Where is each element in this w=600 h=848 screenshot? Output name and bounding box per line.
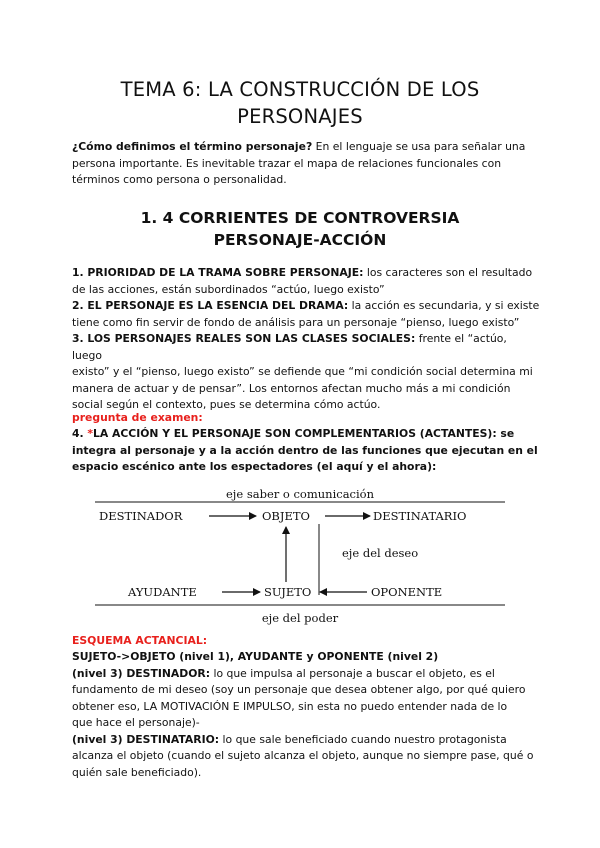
item-2: [72, 298, 540, 331]
exam-label: pregunta de examen:: [72, 411, 203, 424]
item-3-line-3: manera de actuar y de pensar”. Los entornos afectan mucho más a mi condición: [72, 381, 511, 395]
destinador-line-3: obtener eso, LA MOTIVACIÓN E IMPULSO, sin esta no puedo entender nada de lo: [72, 699, 508, 713]
destinatario-line-3: quién sale beneficiado).: [72, 765, 202, 779]
item-2-text: la acción es secundaria, y si existe: [348, 299, 540, 312]
sujeto-label: SUJETO: [264, 585, 312, 599]
schema-heading: ESQUEMA ACTANCIAL:: [72, 634, 208, 647]
item-3-line-4: social según el contexto, pues se determina cómo actúo.: [72, 398, 381, 411]
item-1-line-2: de las acciones, están subordinados “actúo, luego existo”: [72, 282, 385, 296]
schema-line-1: SUJETO->OBJETO (nivel 1), AYUDANTE y OPONENTE (nivel 2): [72, 650, 439, 663]
destinador-bold: (nivel 3) DESTINADOR:: [72, 666, 211, 680]
item-4-line-3: espacio escénico ante los espectadores (el aquí y el ahora):: [72, 460, 437, 473]
destinador-line-4: que hace el personaje)-: [72, 716, 200, 729]
destinatario-label: DESTINATARIO: [373, 509, 467, 523]
intro-line-3: términos como persona o personalidad.: [72, 173, 287, 186]
item-4-line-1: LA ACCIÓN Y EL PERSONAJE SON COMPLEMENTARIOS (ACTANTES): se: [93, 427, 515, 440]
oponente-label: OPONENTE: [371, 585, 443, 599]
schema-body: [72, 649, 540, 781]
item-3: [72, 331, 540, 414]
title-line-2: PERSONAJES: [237, 105, 363, 128]
item-4: [72, 426, 540, 476]
item-4-line-2: integra al personaje y a la acción dentro de las funciones que ejecutan en el: [72, 443, 538, 457]
desire-axis-label: eje del deseo: [342, 546, 419, 560]
intro-text: En el lenguaje se usa para señalar una: [312, 140, 526, 153]
title-line-1: TEMA 6: LA CONSTRUCCIÓN DE LOS: [120, 78, 480, 101]
page-title: [40, 76, 560, 130]
item-3-line-2: existo” y el “pienso, luego existo” se defiende que “mi condición social determina mi: [72, 365, 533, 378]
destinatario-text: lo que sale beneficiado cuando nuestro protagonista: [219, 732, 507, 746]
item-2-line-2: tiene como fin servir de fondo de análisis para un personaje “pienso, luego existo”: [72, 315, 520, 329]
top-axis-label: eje saber o comunicación: [226, 487, 374, 501]
actantial-diagram: [95, 485, 505, 630]
destinador-text: lo que impulsa al personaje a buscar el objeto, es el: [210, 666, 495, 680]
item-1-text: los caracteres son el resultado: [363, 266, 533, 279]
section-heading-line-1: 1. 4 CORRIENTES DE CONTROVERSIA: [140, 209, 460, 227]
item-1: [72, 265, 540, 298]
item-3-text: frente el “actúo, luego: [72, 332, 507, 362]
item-4-star: *: [87, 427, 94, 440]
bottom-axis-label: eje del poder: [261, 611, 339, 625]
destinatario-line-2: alcanza el objeto (cuando el sujeto alcanza el objeto, aunque no siempre pase, qué o: [72, 749, 534, 762]
section-heading: [60, 207, 540, 251]
intro-line-2: persona importante. Es inevitable trazar el mapa de relaciones funcionales con: [72, 156, 502, 170]
intro-paragraph: [72, 139, 540, 189]
item-1-bold: 1. PRIORIDAD DE LA TRAMA SOBRE PERSONAJE:: [72, 266, 364, 279]
ayudante-label: AYUDANTE: [128, 585, 197, 599]
objeto-label: OBJETO: [262, 509, 310, 523]
item-3-bold: 3. LOS PERSONAJES REALES SON LAS CLASES SOCIALES:: [72, 332, 416, 345]
destinador-line-2: fundamento de mi deseo (soy un personaje que desea obtener algo, por qué quiero: [72, 683, 526, 696]
item-2-bold: 2. EL PERSONAJE ES LA ESENCIA DEL DRAMA:: [72, 299, 349, 312]
destinatario-bold: (nivel 3) DESTINATARIO:: [72, 732, 220, 746]
item-4-prefix: 4.: [72, 427, 88, 440]
destinador-label: DESTINADOR: [99, 509, 183, 523]
section-heading-line-2: PERSONAJE-ACCIÓN: [213, 231, 387, 249]
intro-bold: ¿Cómo definimos el término personaje?: [72, 140, 313, 153]
